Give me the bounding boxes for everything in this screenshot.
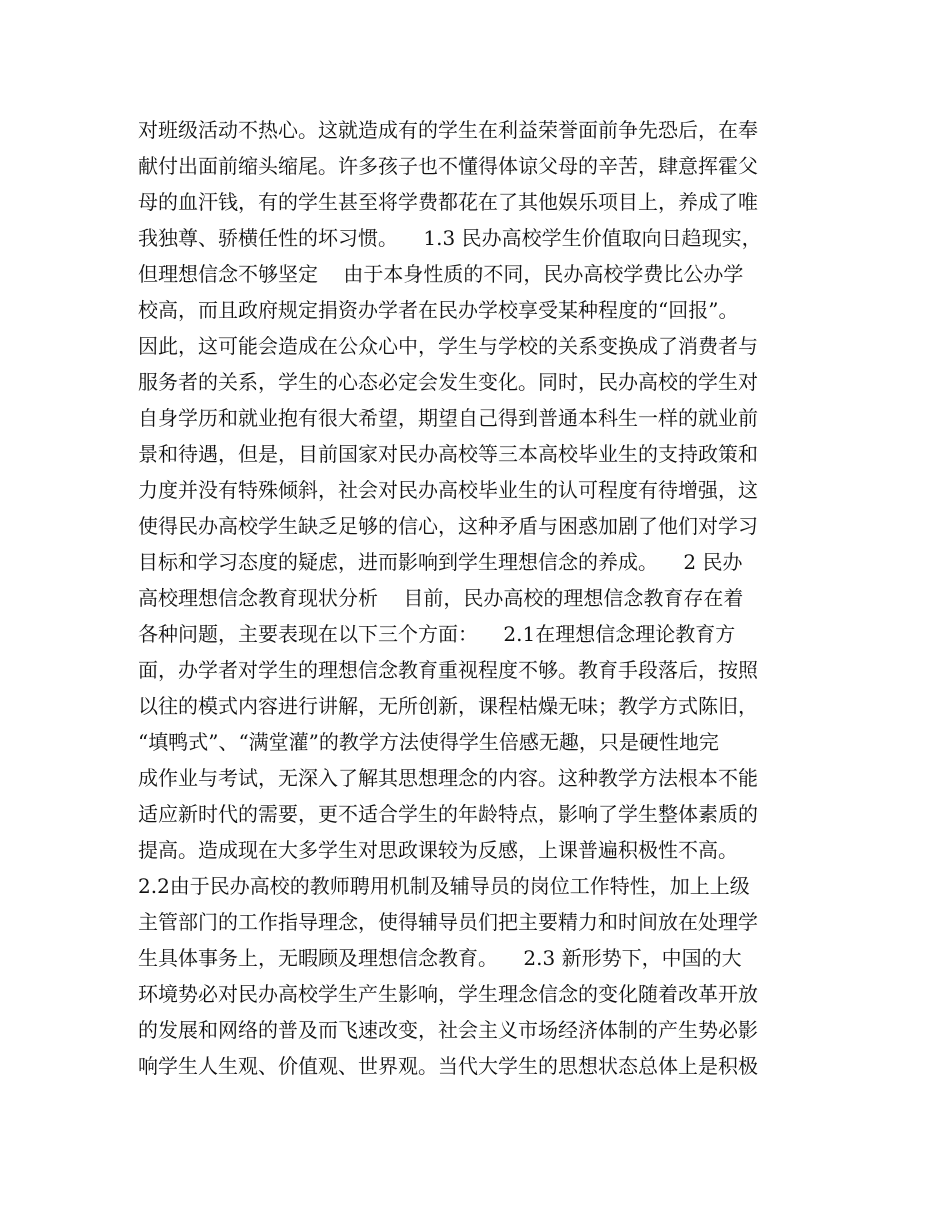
text-line: 响学生人生观、价值观、世界观。当代大学生的思想状态总体上是积极 [138, 1054, 758, 1078]
text-line: 使得民办高校学生缺乏足够的信心，这种矛盾与困惑加剧了他们对学习 [138, 514, 758, 538]
text-line: 面，办学者对学生的理想信念教育重视程度不够。教育手段落后，按照 [138, 658, 758, 682]
text-line: 力度并没有特殊倾斜，社会对民办高校毕业生的认可程度有待增强，这 [138, 478, 758, 502]
text-line: 成作业与考试，无深入了解其思想理念的内容。这种教学方法根本不能 [138, 766, 758, 790]
text-line: 因此，这可能会造成在公众心中，学生与学校的关系变换成了消费者与 [138, 334, 758, 358]
text-line: 对班级活动不热心。这就造成有的学生在利益荣誉面前争先恐后，在奉 [138, 118, 758, 142]
text-line: 各种问题，主要表现在以下三个方面： 2.1在理想信念理论教育方 [138, 622, 736, 646]
text-line: 提高。造成现在大多学生对思政课较为反感，上课普遍积极性不高。 [138, 838, 738, 862]
text-line: 校高，而且政府规定捐资办学者在民办学校享受某种程度的“回报”。 [138, 298, 739, 322]
text-line: 服务者的关系，学生的心态必定会发生变化。同时，民办高校的学生对 [138, 370, 758, 394]
text-line: 的发展和网络的普及而飞速改变，社会主义市场经济体制的产生势必影 [138, 1018, 758, 1042]
text-line: 生具体事务上，无暇顾及理想信念教育。 2.3 新形势下，中国的大 [138, 946, 742, 970]
text-line: 但理想信念不够坚定 由于本身性质的不同，民办高校学费比公办学 [138, 262, 744, 286]
text-line: 以往的模式内容进行讲解，无所创新，课程枯燥无味；教学方式陈旧， [138, 694, 758, 718]
text-line: 2.2由于民办高校的教师聘用机制及辅导员的岗位工作特性，加上上级 [138, 874, 750, 898]
text-line: 高校理想信念教育现状分析 目前，民办高校的理想信念教育存在着 [138, 586, 744, 610]
text-line: 景和待遇，但是，目前国家对民办高校等三本高校毕业生的支持政策和 [138, 442, 758, 466]
body-text [138, 112, 828, 1084]
text-line: 目标和学习态度的疑虑，进而影响到学生理想信念的养成。 2 民办 [138, 550, 743, 574]
text-line: 我独尊、骄横任性的坏习惯。 1.3 民办高校学生价值取向日趋现实， [138, 226, 762, 250]
text-line: 母的血汗钱，有的学生甚至将学费都花在了其他娱乐项目上，养成了唯 [138, 190, 758, 214]
text-line: 环境势必对民办高校学生产生影响，学生理念信念的变化随着改革开放 [138, 982, 758, 1006]
text-line: 适应新时代的需要，更不适合学生的年龄特点，影响了学生整体素质的 [138, 802, 758, 826]
text-line: 主管部门的工作指导理念，使得辅导员们把主要精力和时间放在处理学 [138, 910, 758, 934]
text-line: “填鸭式”、“满堂灌”的教学方法使得学生倍感无趣，只是硬性地完 [138, 730, 719, 754]
text-line: 自身学历和就业抱有很大希望，期望自己得到普通本科生一样的就业前 [138, 406, 758, 430]
text-line: 献付出面前缩头缩尾。许多孩子也不懂得体谅父母的辛苦，肆意挥霍父 [138, 154, 758, 178]
